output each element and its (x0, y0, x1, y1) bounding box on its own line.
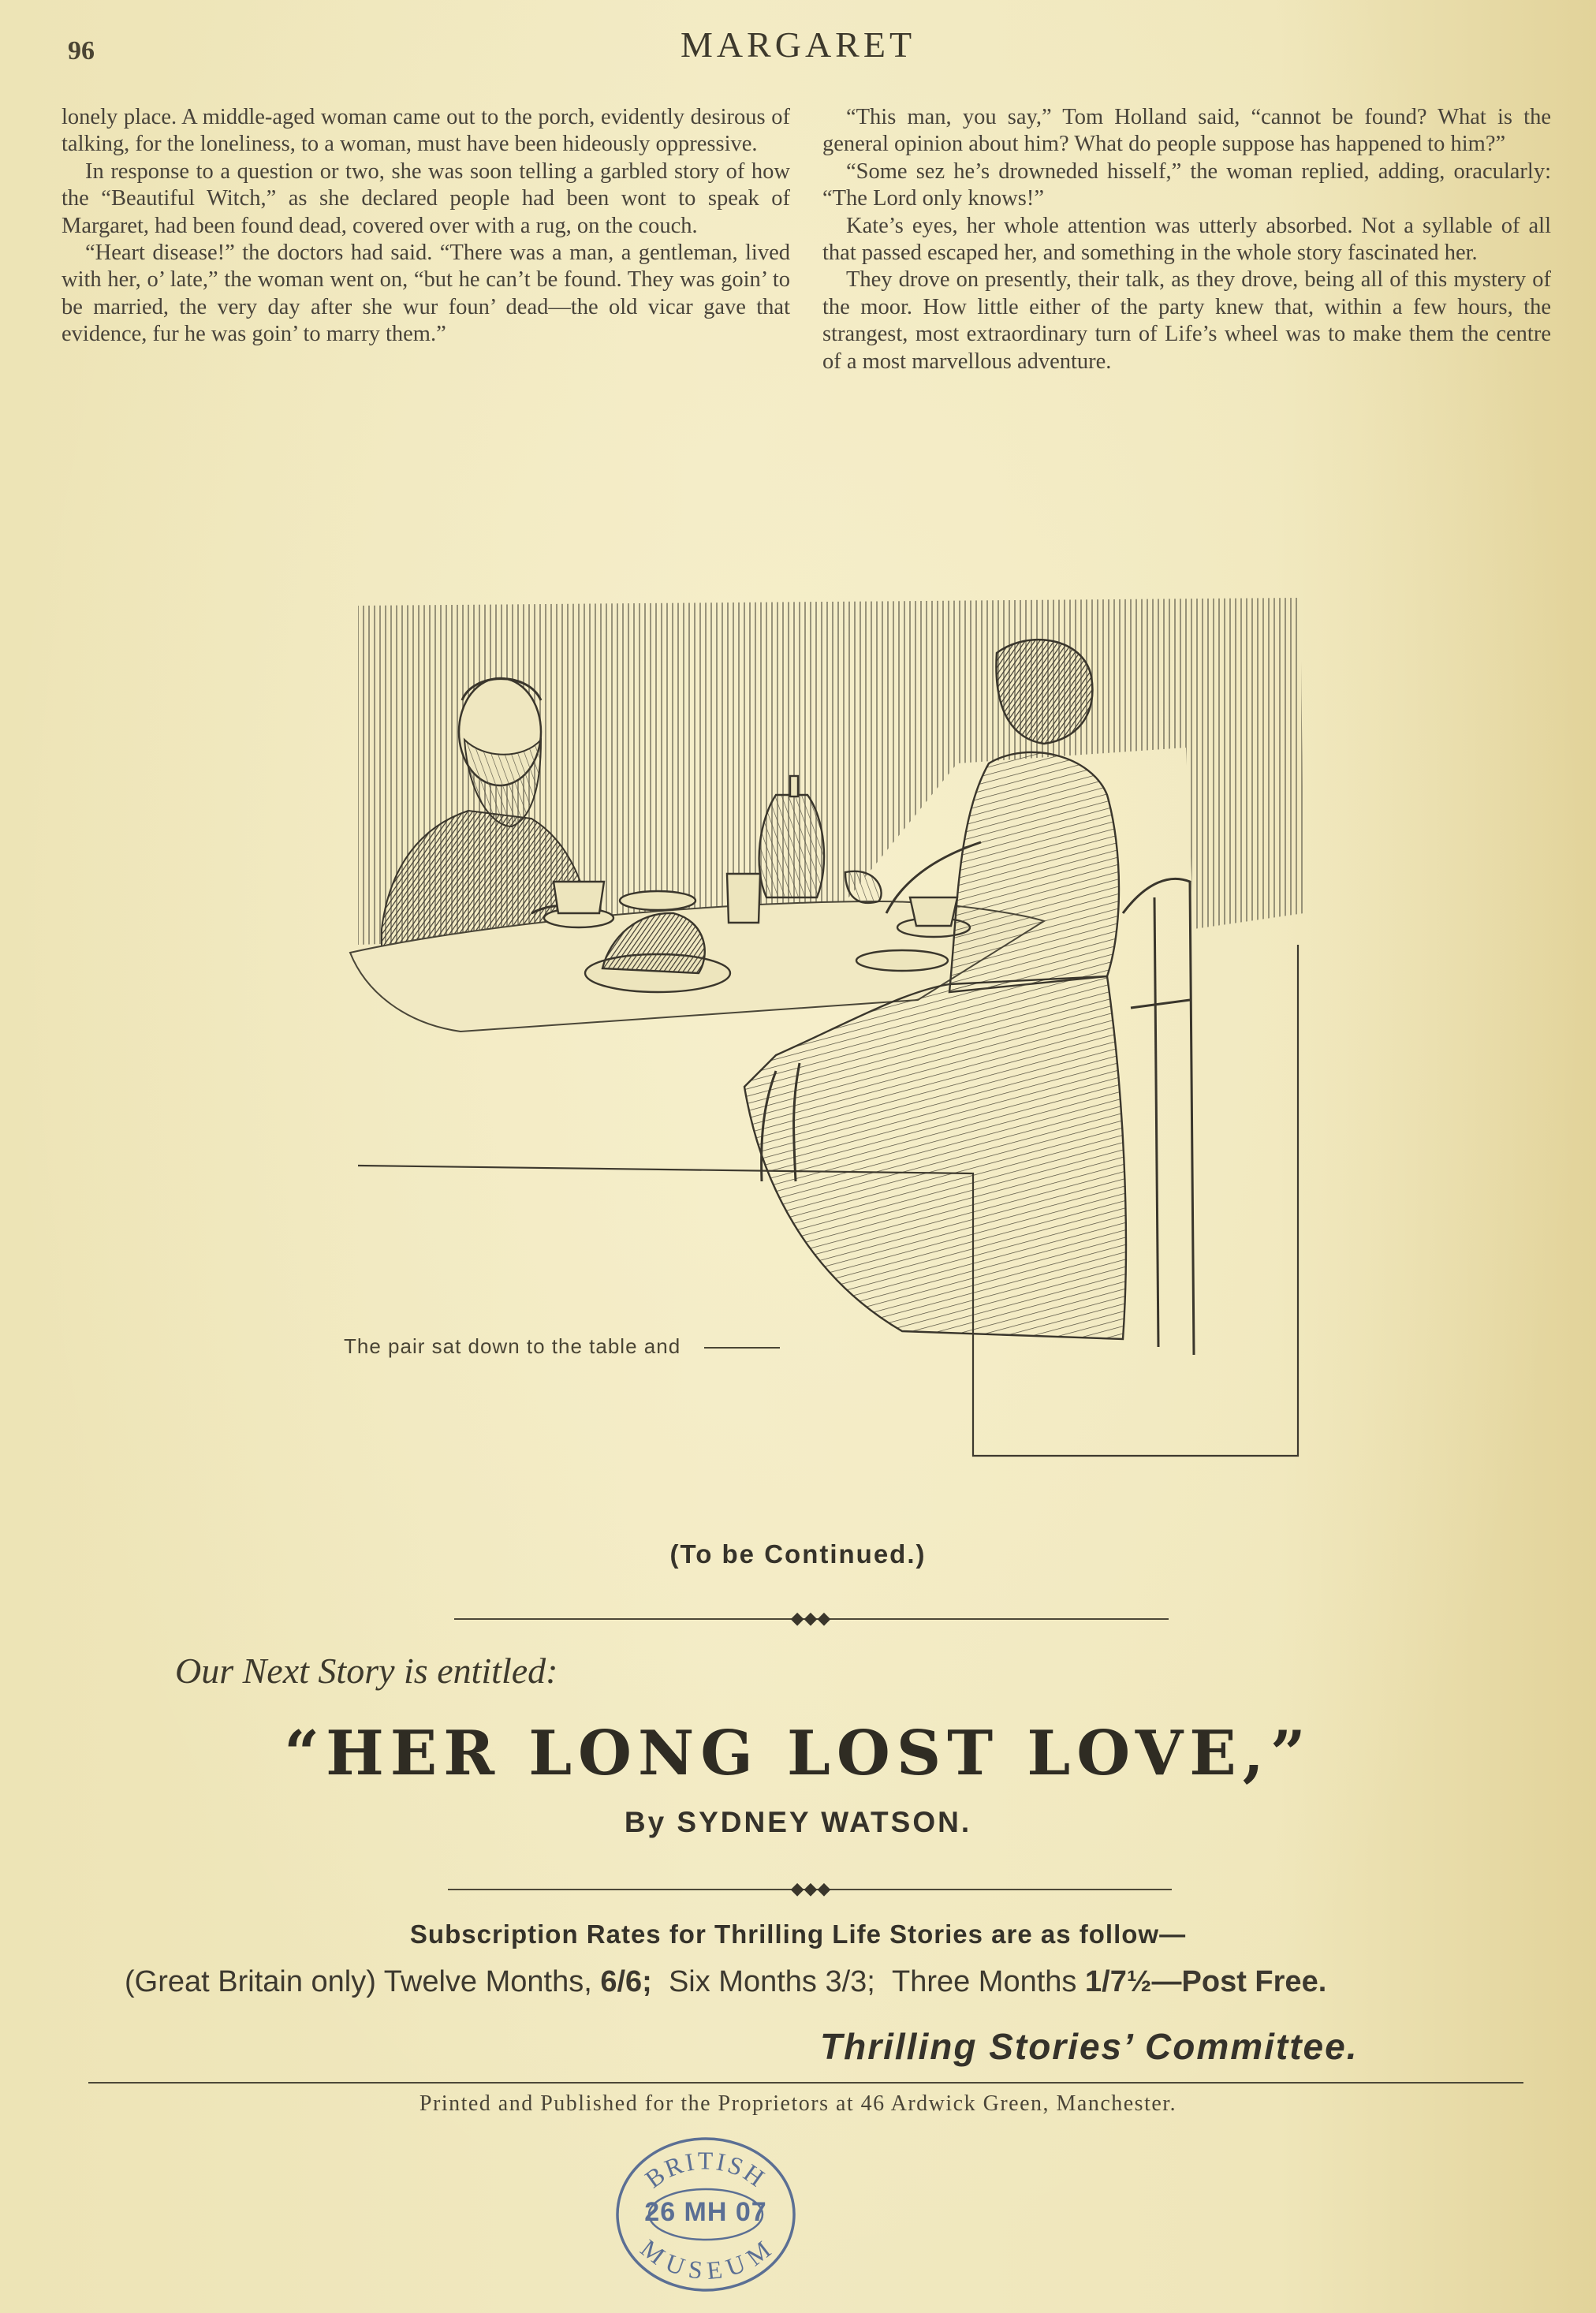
chair (1123, 879, 1194, 1355)
tea-table-illustration (334, 582, 1312, 1465)
paragraph: lonely place. A middle-aged woman came out to the porch, evidently desirous of talking, for the loneliness, to a woman, must have been hideously oppressive. (62, 105, 790, 157)
paragraph: They drove on presently, their talk, as they drove, being all of this mystery of the moor. How little either of the party knew that, within a few hours, the strangest, most extraordinary turn of Life’s wheel was to make them the centre of a most marvellous adventure. (822, 267, 1551, 374)
stamp-date: 26 MH 07 (644, 2197, 767, 2227)
british-museum-stamp (607, 2129, 804, 2295)
paragraph: “Heart disease!” the doctors had said. “There was a man, a gentleman, lived with her, o’ late,” the woman went on, “but he can’t be found. They was goin’ to be married, the very day after she wur foun’ dead—the old vicar gave that evidence, fur he was goin’ to marry them.” (62, 241, 790, 347)
subscription-rates: (Great Britain only) Twelve Months, 6/6; Six Months 3/3; Three Months 1/7½—Post Free. (125, 1965, 1327, 1998)
running-head: MARGARET (680, 24, 916, 65)
to-be-continued: (To be Continued.) (669, 1539, 927, 1569)
divider-bottom (88, 2082, 1523, 2084)
paragraph: “This man, you say,” Tom Holland said, “cannot be found? What is the general opinion about him? What do people suppose has happened to him?” (822, 105, 1551, 157)
subscription-heading: Subscription Rates for Thrilling Life Stories are as follow— (409, 1919, 1187, 1949)
story-column-left (62, 104, 790, 349)
next-story-author: By SYDNEY WATSON. (624, 1806, 972, 1838)
paragraph: Kate’s eyes, her whole attention was utterly absorbed. Not a syllable of all that passed escaped her, and something in the whole story fascinated her. (822, 213, 1551, 266)
imprint-line: Printed and Published for the Proprietors at 46 Ardwick Green, Manchester. (419, 2091, 1177, 2116)
next-story-title: “HER LONG LOST LOVE,” (284, 1718, 1312, 1789)
next-story-intro: Our Next Story is entitled: (175, 1651, 558, 1691)
divider-ornament: ◆◆◆ (790, 1878, 831, 1898)
paragraph: In response to a question or two, she was soon telling a garbled story of how the “Beautiful Witch,” as she declared people had been wont to speak of Margaret, had been found dead, covered over with a rug, on the couch. (62, 159, 790, 238)
story-column-right (822, 104, 1551, 375)
svg-text:MUSEUM: MUSEUM (635, 2233, 778, 2285)
svg-text:BRITISH: BRITISH (640, 2146, 772, 2194)
illustration-caption: The pair sat down to the table and (344, 1334, 780, 1359)
paragraph: “Some sez he’s drowneded hisself,” the woman replied, adding, oracularly: “The Lord only knows!” (822, 159, 1551, 211)
divider-ornament: ◆◆◆ (790, 1608, 831, 1628)
committee-signature: Thrilling Stories’ Committee. (820, 2026, 1359, 2067)
page-number: 96 (68, 36, 95, 65)
